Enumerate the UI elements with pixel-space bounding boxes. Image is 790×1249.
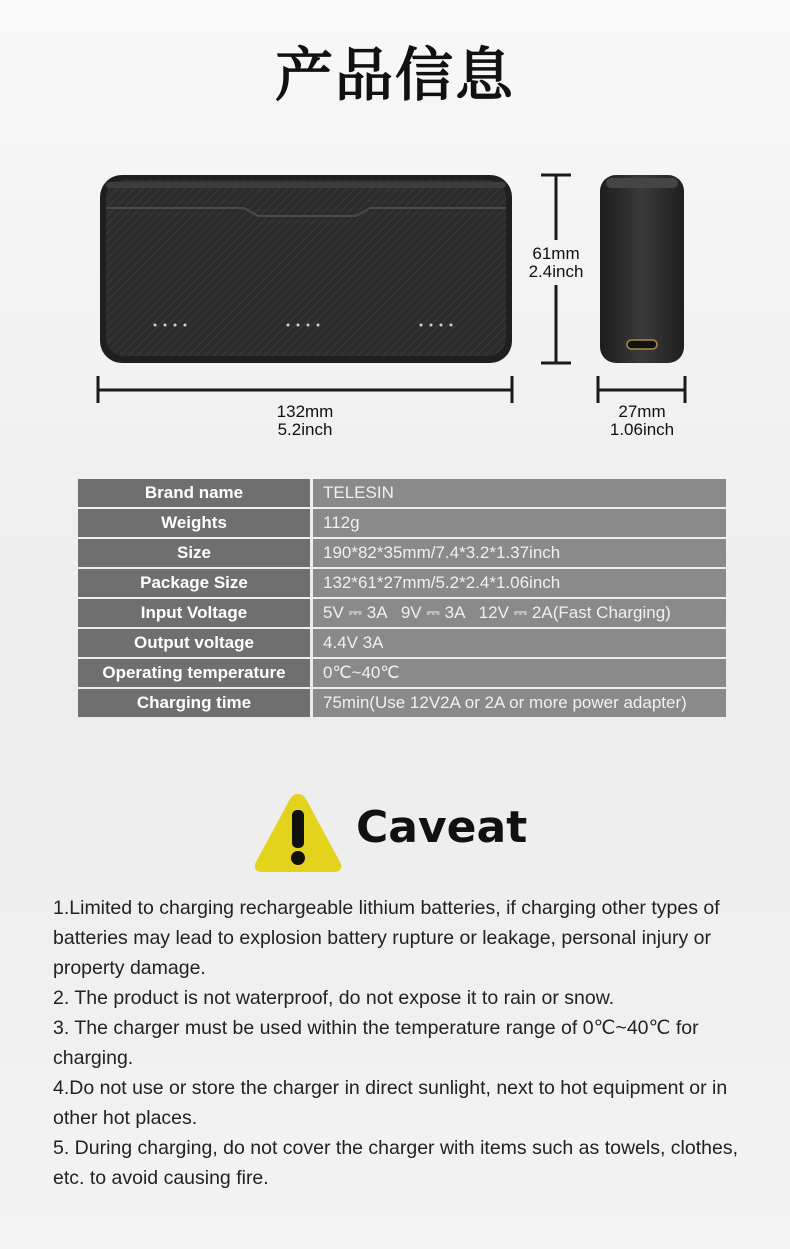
caveat-item: 2. The product is not waterproof, do not expose it to rain or snow. [53, 987, 615, 1009]
caveat-list [53, 893, 753, 1193]
caveat-item: 3. The charger must be used within the temperature range of 0℃~40℃ for charging. [53, 1017, 699, 1069]
length-mm: 132mm [276, 402, 334, 421]
spec-label: Output voltage [78, 629, 310, 657]
spec-row-operating-temperature [78, 659, 726, 687]
spec-value: 190*82*35mm/7.4*3.2*1.37inch [313, 539, 726, 567]
spec-value: 75min(Use 12V2A or 2A or more power adapter) [313, 689, 726, 717]
spec-label: Size [78, 539, 310, 567]
depth-mm: 27mm [618, 402, 666, 421]
spec-label: Weights [78, 509, 310, 537]
spec-row-brand [78, 479, 726, 507]
caveat-item: 4.Do not use or store the charger in direct sunlight, next to hot equipment or in other hot places. [53, 1077, 728, 1129]
height-label [516, 245, 596, 281]
depth-label [596, 403, 688, 439]
caveat-header [252, 790, 542, 874]
charger-side-view [600, 175, 684, 363]
spec-value: 4.4V 3A [313, 629, 726, 657]
length-label [255, 403, 355, 439]
charger-front-view [100, 175, 512, 363]
spec-label: Package Size [78, 569, 310, 597]
spec-row-charging-time [78, 689, 726, 717]
spec-row-size [78, 539, 726, 567]
spec-value: TELESIN [313, 479, 726, 507]
spec-table [78, 479, 726, 719]
length-inch: 5.2inch [277, 420, 333, 439]
height-mm: 61mm [532, 244, 580, 263]
spec-row-weights [78, 509, 726, 537]
depth-dimension-line [598, 376, 685, 403]
spec-label: Input Voltage [78, 599, 310, 627]
spec-value: 5V ⎓ 3A 9V ⎓ 3A 12V ⎓ 2A(Fast Charging) [313, 599, 726, 627]
spec-value: 112g [313, 509, 726, 537]
spec-row-package-size [78, 569, 726, 597]
spec-label: Brand name [78, 479, 310, 507]
spec-row-input-voltage [78, 599, 726, 627]
spec-value: 132*61*27mm/5.2*2.4*1.06inch [313, 569, 726, 597]
caveat-item: 1.Limited to charging rechargeable lithium batteries, if charging other types of batteries may lead to explosion battery rupture or leakage, personal injury or property damage. [53, 897, 720, 979]
page-title: 产品信息 [274, 41, 515, 109]
caveat-title: Caveat [356, 802, 528, 853]
depth-inch: 1.06inch [609, 420, 675, 439]
spec-label: Operating temperature [78, 659, 310, 687]
spec-label: Charging time [78, 689, 310, 717]
caveat-item: 5. During charging, do not cover the charger with items such as towels, clothes, etc. to avoid causing fire. [53, 1137, 739, 1189]
length-dimension-line [98, 376, 512, 403]
height-inch: 2.4inch [528, 262, 584, 281]
charger-illustration [0, 0, 790, 460]
product-dimension-diagram [0, 0, 790, 460]
spec-row-output-voltage [78, 629, 726, 657]
warning-icon [252, 790, 344, 874]
spec-value: 0℃~40℃ [313, 659, 726, 687]
